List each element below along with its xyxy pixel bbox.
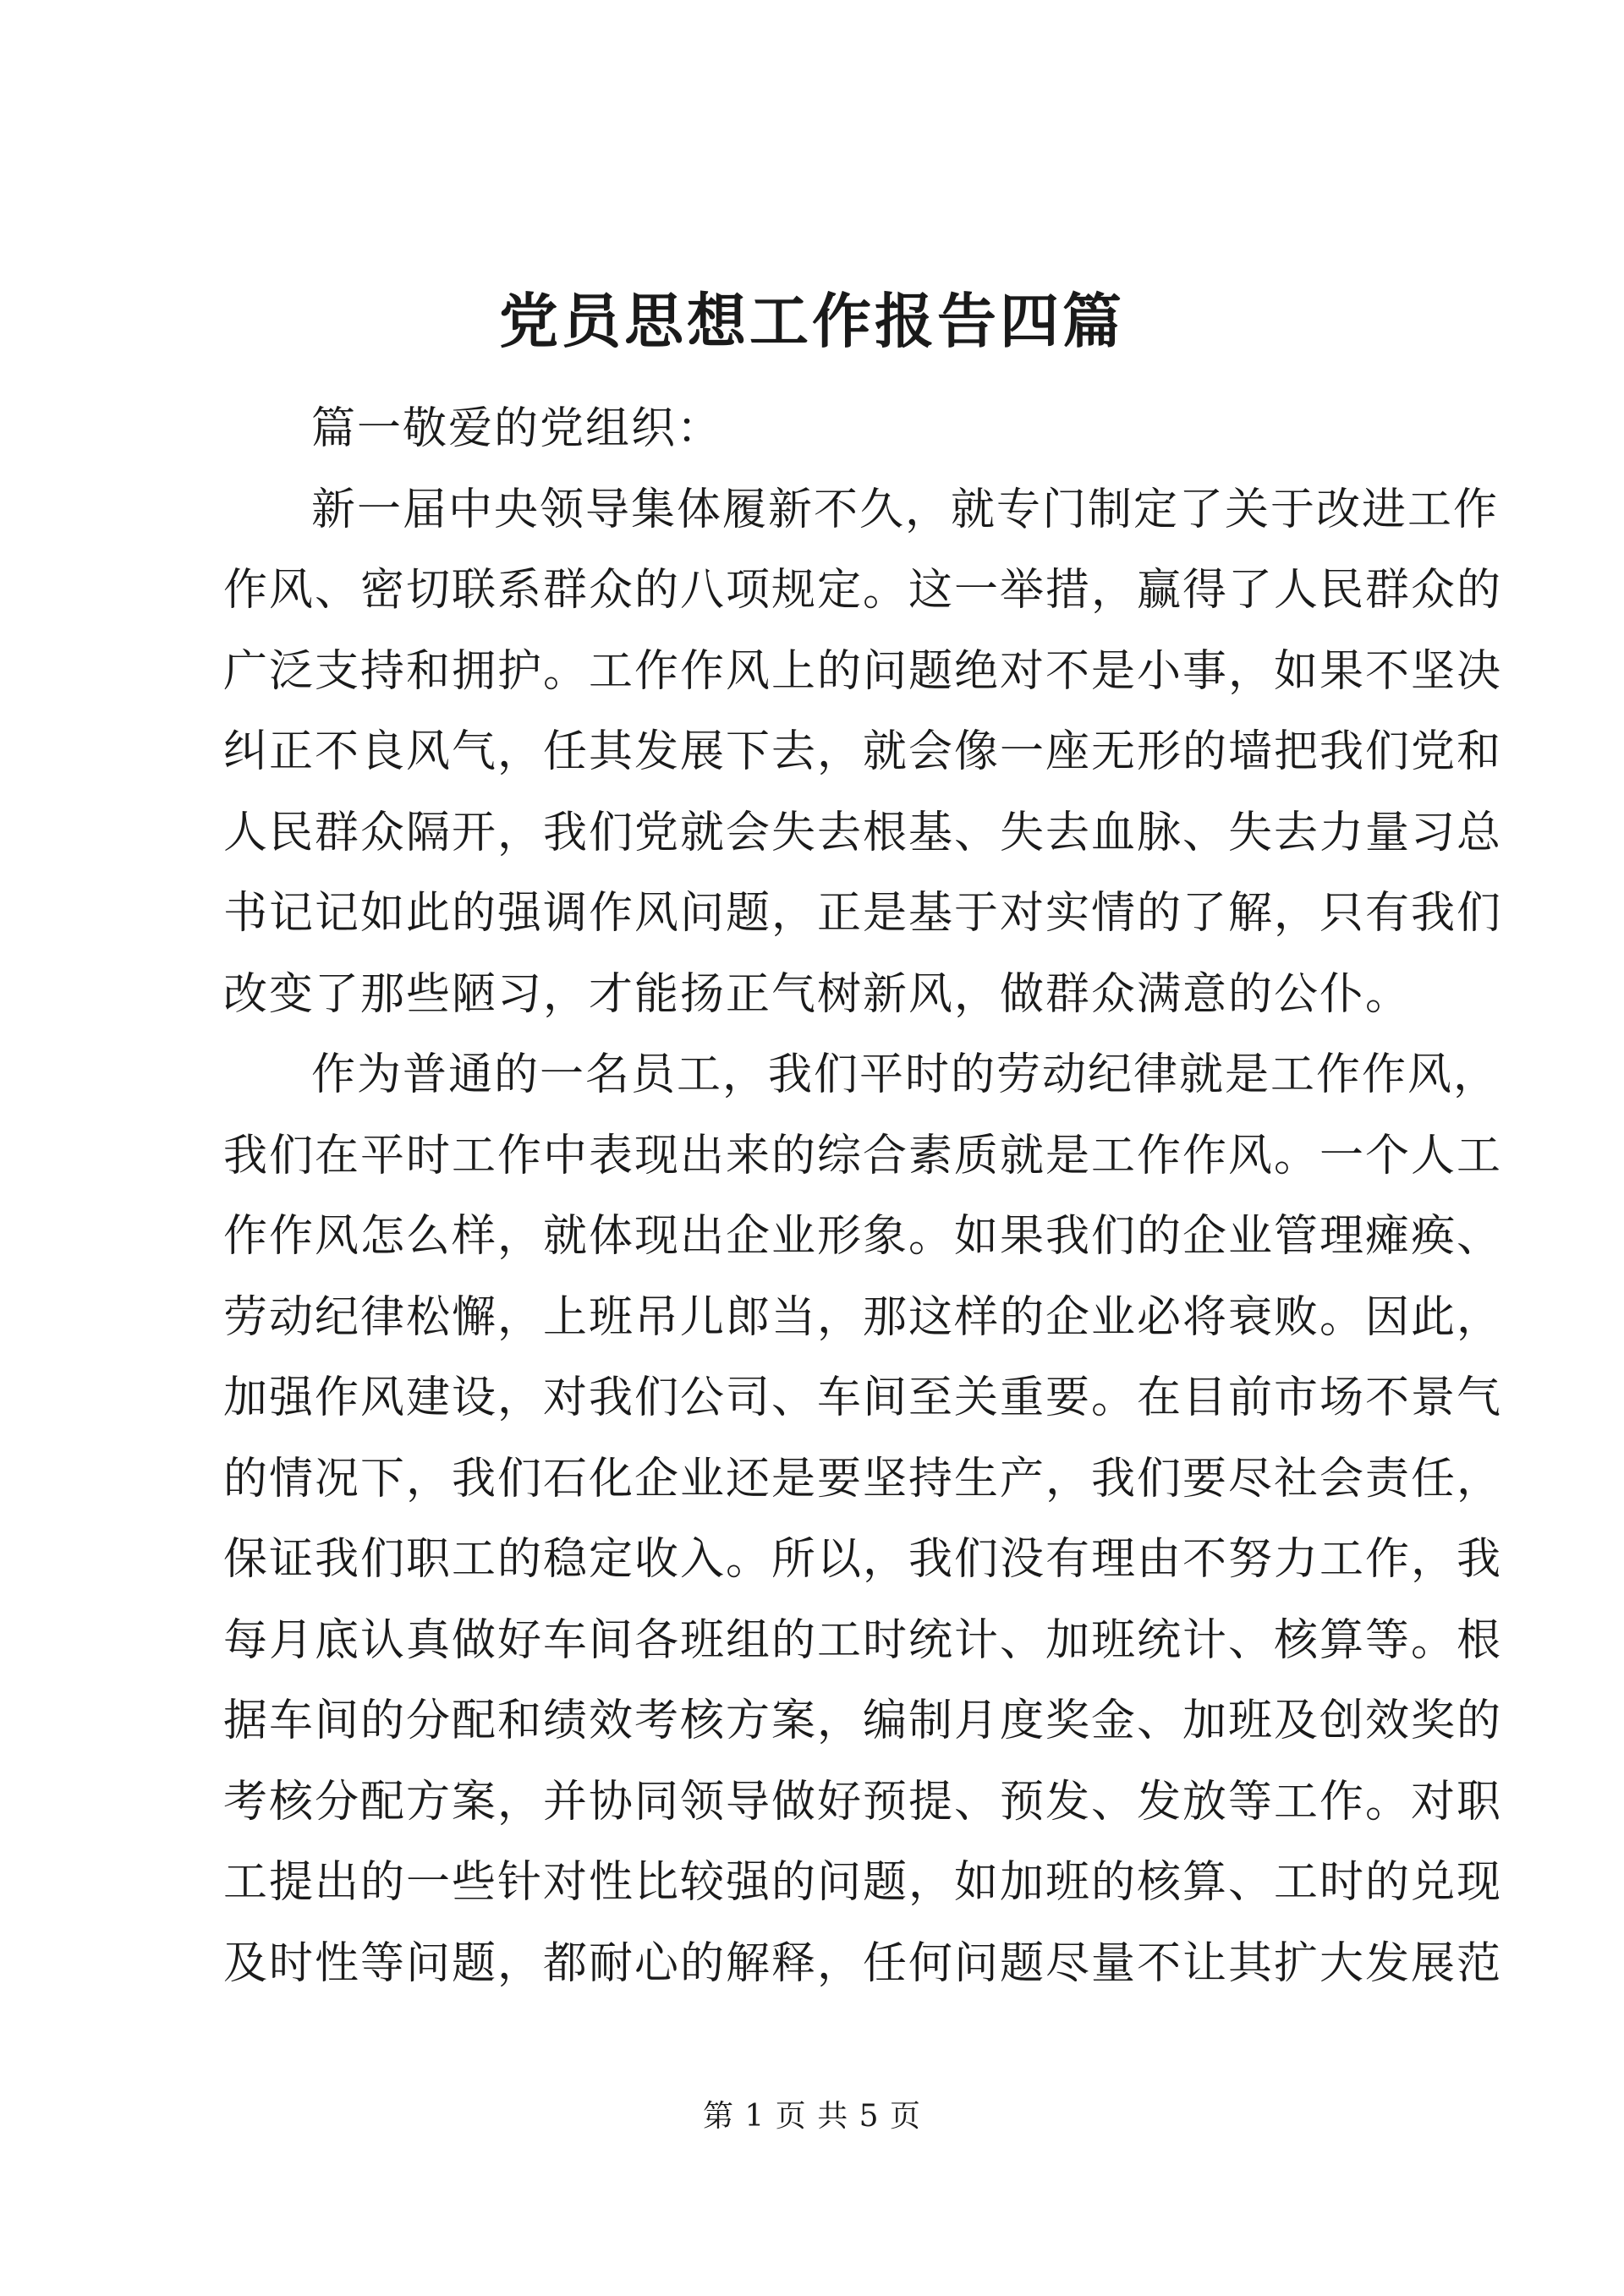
paragraph-line: 考核分配方案，并协同领导做好预提、预发、发放等工作。对职: [223, 1776, 1503, 1827]
page-footer: 第 1 页 共 5 页: [702, 2099, 922, 2134]
paragraph-line: 每月底认真做好车间各班组的工时统计、加班统计、核算等。根: [223, 1614, 1503, 1666]
document-body: [223, 389, 1503, 2004]
paragraph-line: 保证我们职工的稳定收入。所以，我们没有理由不努力工作，我: [223, 1534, 1503, 1585]
document-title: 党员思想工作报告四篇: [499, 286, 1125, 356]
paragraph-line: 工提出的一些针对性比较强的问题，如加班的核算、工时的兑现: [223, 1857, 1503, 1908]
paragraph-line: 及时性等问题，都耐心的解释，任何问题尽量不让其扩大发展范: [223, 1937, 1503, 1989]
paragraph-1: [223, 470, 1503, 1036]
paragraph-line: 劳动纪律松懈，上班吊儿郎当，那这样的企业必将衰败。因此，: [223, 1291, 1503, 1343]
salutation: 篇一敬爱的党组织：: [311, 403, 723, 454]
paragraph-line: 广泛支持和拥护。工作作风上的问题绝对不是小事，如果不坚决: [223, 645, 1503, 697]
paragraph-line: 书记记如此的强调作风问题，正是基于对实情的了解，只有我们: [223, 888, 1503, 939]
paragraph-line: 作为普通的一名员工，我们平时的劳动纪律就是工作作风，: [311, 1049, 1500, 1100]
paragraph-line: 新一届中央领导集体履新不久，就专门制定了关于改进工作: [311, 484, 1500, 535]
paragraph-line: 据车间的分配和绩效考核方案，编制月度奖金、加班及创效奖的: [223, 1696, 1503, 1746]
paragraph-line: 人民群众隔开，我们党就会失去根基、失去血脉、失去力量习总: [223, 807, 1503, 858]
paragraph-line: 加强作风建设，对我们公司、车间至关重要。在目前市场不景气: [223, 1373, 1503, 1423]
paragraph-line: 的情况下，我们石化企业还是要坚持生产，我们要尽社会责任，: [223, 1453, 1503, 1504]
paragraph-line: 作作风怎么样，就体现出企业形象。如果我们的企业管理瘫痪、: [223, 1211, 1503, 1262]
paragraph-2: [223, 1035, 1503, 2004]
paragraph-line: 纠正不良风气，任其发展下去，就会像一座无形的墙把我们党和: [223, 726, 1503, 777]
paragraph-line: 作风、密切联系群众的八项规定。这一举措，赢得了人民群众的: [223, 565, 1503, 616]
paragraph-line: 改变了那些陋习，才能扬正气树新风，做群众满意的公仆。: [223, 968, 1412, 1020]
paragraph-line: 我们在平时工作中表现出来的综合素质就是工作作风。一个人工: [223, 1130, 1503, 1181]
